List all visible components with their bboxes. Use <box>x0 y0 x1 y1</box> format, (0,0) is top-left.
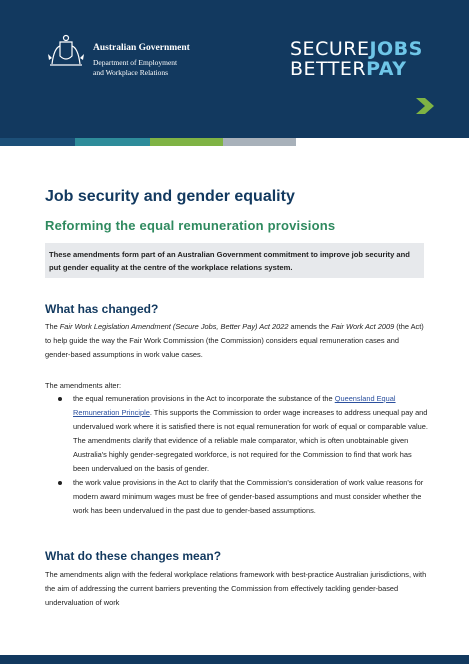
bullet-icon <box>58 481 62 485</box>
bullet-icon <box>58 397 62 401</box>
list-item: the work value provisions in the Act to clarify that the Commission's consideration of work value reasons for modern award minimum wages must be free of gender-based assumptions and must consider whether the work has been undervalued in the past due to gender-based assumptions. <box>45 476 429 518</box>
campaign-logo-line2: BETTERPAY <box>290 58 407 80</box>
coat-of-arms-icon <box>46 34 86 70</box>
list-item: the equal remuneration provisions in the Act to incorporate the substance of the Queensland Equal Remuneration Principle. This supports the Commission to order wage increases to address unequal pay and undervalued work where it is satisfied there is not equal remuneration for work of equal or comparable value. The amendments clarify that evidence of a reliable male comparator, which is often unobtainable given Australia's highly gender-segregated workforce, is not required for the Commission to find that work has been undervalued on the basis of gender. <box>45 392 429 476</box>
changes-meaning-paragraph: The amendments align with the federal workplace relations framework with best-practice Australian jurisdictions, with the aim of addressing the current barriers preventing the Commission from effectively tackling gender-based undervaluation of work <box>45 570 427 607</box>
section-heading-what-changed: What has changed? <box>45 302 159 316</box>
stripe-teal <box>75 138 150 146</box>
amendments-list <box>45 392 429 518</box>
stripe-navy <box>0 138 75 146</box>
page-title: Job security and gender equality <box>45 188 295 205</box>
campaign-logo-line1: SECUREJOBS <box>290 38 423 60</box>
amendments-intro: The amendments alter: <box>45 381 121 390</box>
callout-text: These amendments form part of an Australian Government commitment to improve job security and put gender equality at the centre of the workplace relations system. <box>49 250 410 272</box>
government-name: Australian Government <box>93 43 190 53</box>
color-stripe-bar <box>0 138 469 146</box>
section-heading-what-changes-mean: What do these changes mean? <box>45 549 222 563</box>
department-name-line2: and Workplace Relations <box>93 68 169 77</box>
intro-paragraph: The Fair Work Legislation Amendment (Secure Jobs, Better Pay) Act 2022 amends the Fair Work Act 2009 (the Act) to help guide the way the Fair Work Commission (the Commission) considers equal remuneration cases and gender-based assumptions in work value cases. <box>45 322 424 359</box>
header-banner <box>0 0 469 138</box>
chevron-right-icon <box>414 96 436 116</box>
callout-box <box>45 243 424 278</box>
queensland-principle-link[interactable]: Queensland Equal Remuneration Principle <box>73 394 396 417</box>
footer-bar <box>0 655 469 664</box>
stripe-grey <box>223 138 296 146</box>
page-subtitle: Reforming the equal remuneration provisions <box>45 218 336 233</box>
department-name-line1: Department of Employment <box>93 58 178 67</box>
stripe-green <box>150 138 223 146</box>
